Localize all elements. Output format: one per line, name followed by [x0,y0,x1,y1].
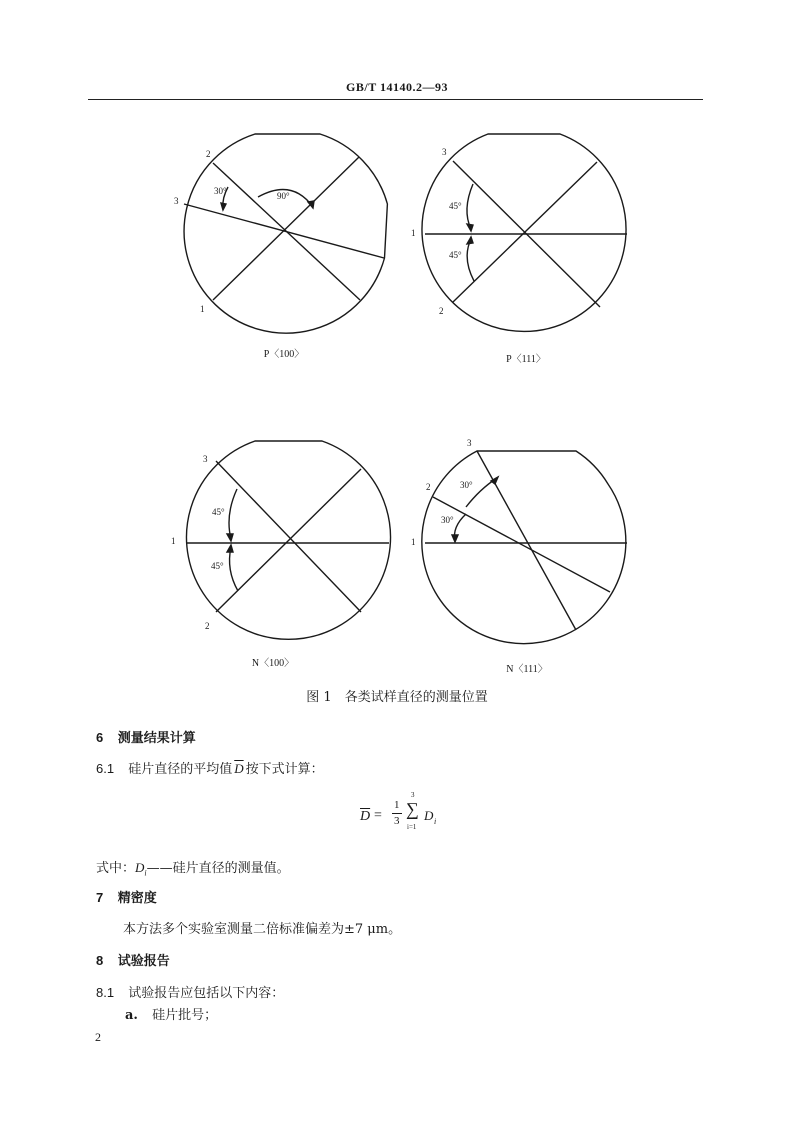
section-8-1 [96,982,284,1001]
n100-mark-1: 1 [171,536,176,546]
formula-denominator: 3 [394,815,400,827]
formula-lhs: $\overline{D}$ [360,809,371,824]
p111-angle-45-bottom: 45° [449,250,462,260]
section-7-title: 精密度 [117,891,157,906]
section-8-heading [96,950,170,969]
n100-mark-3: 3 [203,454,208,464]
page-number: 2 [95,1030,101,1044]
n111-label: N〈111〉 [506,664,548,675]
n111-mark-2: 2 [426,482,431,492]
n100-mark-2: 2 [205,621,210,631]
n100-angle-45-bottom: 45° [211,561,224,571]
section-6-1-text-after: 按下式计算： [245,762,324,777]
formula-term: D [424,808,434,823]
formula-equals: = [374,808,382,823]
sum-upper-limit: 3 [411,791,415,799]
p111-mark-2: 2 [439,306,444,316]
p100-angle-90: 90° [277,191,290,201]
section-6-1 [96,758,324,777]
panel-n100-drawing [187,441,391,639]
n111-angle-30-top: 30° [460,480,473,490]
sum-sign: ∑ [406,799,419,819]
sum-lower-limit: i=1 [407,823,417,831]
p100-label: P〈100〉 [263,349,305,360]
p111-mark-3: 3 [442,147,447,157]
formula-where [96,857,290,878]
n111-angle-30-bottom: 30° [441,515,454,525]
panel-p100-drawing [184,134,387,333]
n111-mark-3: 3 [467,438,472,448]
section-8-title: 试验报告 [117,954,170,969]
page-header: GB/T 14140.2—93 [346,80,448,94]
section-6-1-number: 6.1 [96,761,115,776]
section-6-1-text-before: 硅片直径的平均值 [128,762,233,777]
where-text: 硅片直径的测量值。 [172,861,290,876]
mean-symbol: $\overline{D}$ [234,761,244,776]
p111-mark-1: 1 [411,228,416,238]
p111-label: P〈111〉 [506,354,546,365]
where-dash: —— [146,861,173,876]
p100-angle-30: 30° [214,186,227,196]
section-7-number: 7 [96,890,104,905]
mean-formula [360,793,460,838]
p100-mark-3: 3 [174,196,179,206]
n100-angle-45-top: 45° [212,507,225,517]
section-6-title: 测量结果计算 [117,731,196,746]
section-7-text: 本方法多个实验室测量二倍标准偏差为±7 μm。 [123,922,402,937]
p100-mark-1: 1 [200,304,205,314]
formula-numerator: 1 [394,799,400,811]
n111-mark-1: 1 [411,537,416,547]
section-8-1-text: 试验报告应包括以下内容： [128,986,285,1001]
p111-angle-45-top: 45° [449,201,462,211]
where-prefix: 式中： [96,861,136,876]
n100-label: N〈100〉 [251,658,295,669]
list-item-a [125,1004,217,1023]
section-7-heading [96,887,157,906]
panel-n111-drawing [422,451,627,644]
formula-term-subscript: i [434,817,437,826]
list-item-a-label: a. [125,1008,138,1023]
where-subscript: i [144,868,147,878]
section-8-number: 8 [96,953,104,968]
p100-mark-2: 2 [206,149,211,159]
fraction-bar [392,813,402,814]
list-item-a-text: 硅片批号； [152,1008,218,1023]
section-6-heading [96,727,196,746]
figure-caption: 图 1 各类试样直径的测量位置 [306,690,488,705]
section-6-number: 6 [96,730,104,745]
where-variable: D [135,860,145,875]
section-8-1-number: 8.1 [96,985,115,1000]
panel-p111-drawing [422,134,627,331]
